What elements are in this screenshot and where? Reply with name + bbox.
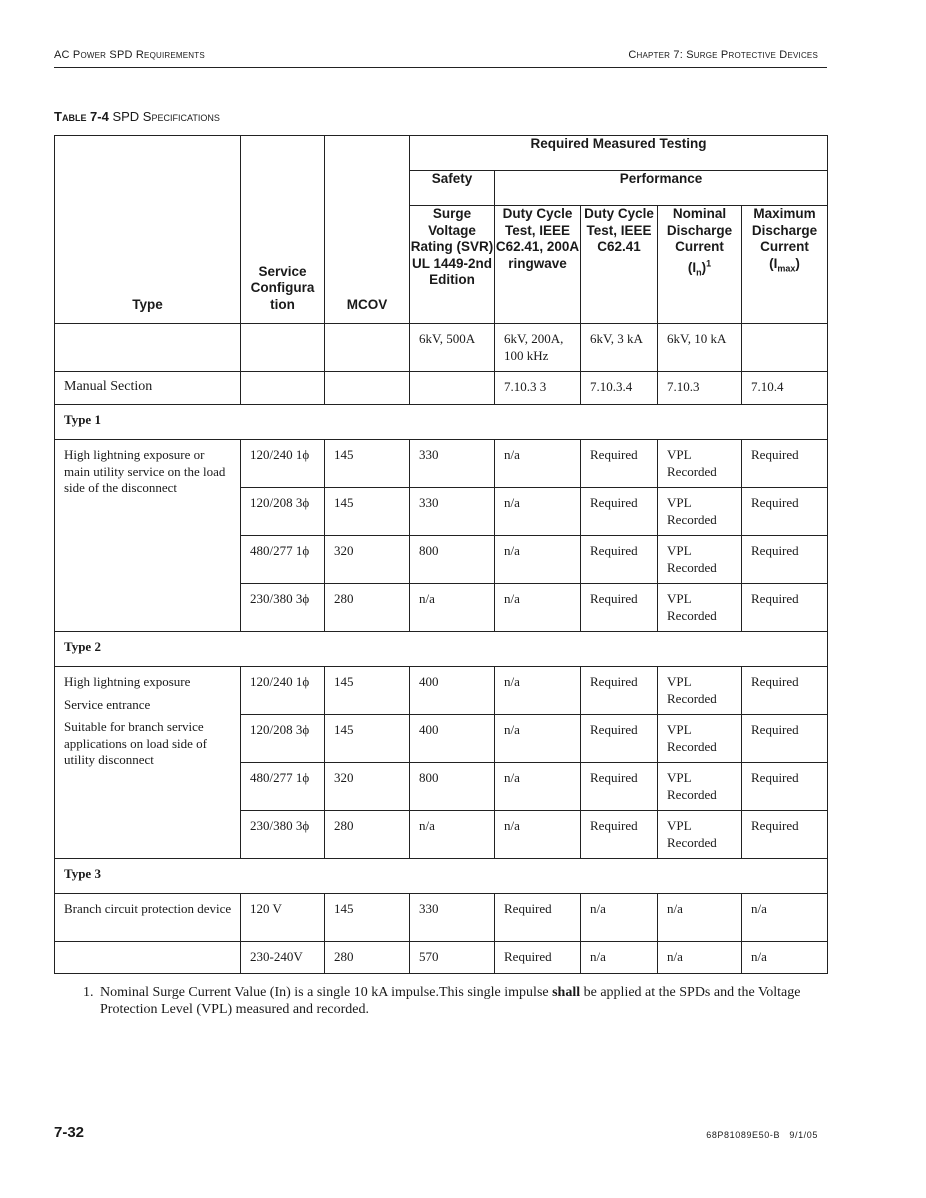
manual-section-label: Manual Section [55, 372, 241, 405]
col-header-type: Type [55, 136, 241, 324]
col-header-duty-cycle-ieee: Duty Cycle Test, IEEE C62.41, 200A ringwave [495, 206, 581, 324]
table-caption-title: SPD Specifications [112, 109, 220, 124]
section-row-type2 [55, 632, 828, 667]
rating-cell [742, 324, 828, 372]
table-row: 120/208 3ϕ 145 400 n/a Required VPL Recorded Required [55, 715, 828, 763]
table-row: 230/380 3ϕ 280 n/a n/a Required VPL Recorded Required [55, 811, 828, 859]
table-row: 230-240V 280 570 Required n/a n/a n/a [55, 942, 828, 974]
footnote-text-after: be applied at the SPDs and the Voltage Protection Level (VPL) measured and recorded. [100, 985, 801, 1017]
type3-description: Branch circuit protection device [55, 894, 241, 942]
table-row: Branch circuit protection device 120 V 145 330 Required n/a n/a n/a [55, 894, 828, 942]
footnote-number: 1. [83, 985, 94, 1000]
table-row: 120/208 3ϕ 145 330 n/a Required VPL Recorded Required [55, 488, 828, 536]
document-id: 68P81089E50-B 9/1/05 [706, 1130, 818, 1140]
col-header-duty-cycle-test: Duty Cycle Test, IEEE C62.41 [581, 206, 658, 324]
table-caption [54, 109, 220, 124]
maximum-discharge-label: Maximum Discharge Current [751, 206, 818, 254]
table-row: 230/380 3ϕ 280 n/a n/a Required VPL Recorded Required [55, 584, 828, 632]
section-title: Type 3 [55, 859, 828, 894]
rating-cell: 6kV, 10 kA [658, 324, 742, 372]
manual-section-row [55, 372, 828, 405]
col-header-required-measured-testing: Required Measured Testing [410, 136, 828, 171]
col-header-svr: Surge Voltage Rating (SVR) UL 1449-2nd Edition [410, 206, 495, 324]
col-header-mcov: MCOV [325, 136, 410, 324]
footnote-text-before: Nominal Surge Current Value (In) is a single 10 kA impulse.This single impulse [100, 985, 549, 1000]
manual-ref-cell: 7.10.3 [658, 372, 742, 405]
header-row-group [55, 136, 828, 171]
manual-ref-cell: 7.10.3.4 [581, 372, 658, 405]
ratings-row [55, 324, 828, 372]
col-header-service-configuration: Service Configura tion [241, 136, 325, 324]
nominal-discharge-label: Nominal Discharge Current [666, 206, 733, 254]
table-row: High lightning exposure or main utility service on the load side of the disconnect 120/240 1ϕ 145 330 n/a Required VPL Recorded Required [55, 440, 828, 488]
page-number: 7-32 [54, 1124, 85, 1141]
running-header-section: AC Power SPD Requirements [54, 49, 205, 61]
nominal-discharge-symbol: $(I_n)^1$ [687, 258, 712, 278]
type1-description: High lightning exposure or main utility service on the load side of the disconnect [55, 440, 241, 632]
table-row: High lightning exposure Service entrance Suitable for branch service applications on load side of utility disconnect 120/240 1ϕ 145 400 n/a Required VPL Recorded Required [55, 667, 828, 715]
rating-cell: 6kV, 500A [410, 324, 495, 372]
section-row-type1 [55, 405, 828, 440]
rating-cell: 6kV, 3 kA [581, 324, 658, 372]
section-title: Type 1 [55, 405, 828, 440]
table-row: 480/277 1ϕ 320 800 n/a Required VPL Recorded Required [55, 763, 828, 811]
table-row: 480/277 1ϕ 320 800 n/a Required VPL Recorded Required [55, 536, 828, 584]
col-header-nominal-discharge [658, 206, 742, 324]
maximum-discharge-symbol: $(I_{max})$ [769, 255, 800, 274]
col-header-maximum-discharge [742, 206, 828, 324]
running-header-chapter: Chapter 7: Surge Protective Devices [628, 49, 818, 61]
manual-ref-cell: 7.10.4 [742, 372, 828, 405]
spd-specifications-table [54, 135, 828, 974]
col-header-safety: Safety [410, 171, 495, 206]
col-header-performance: Performance [495, 171, 828, 206]
table-caption-label: Table 7-4 [54, 109, 109, 124]
type2-description: High lightning exposure Service entrance Suitable for branch service applications on load side of utility disconnect [55, 667, 241, 859]
table-footnote [83, 984, 803, 1018]
manual-ref-cell: 7.10.3 3 [495, 372, 581, 405]
header-rule [54, 67, 827, 68]
footnote-bold-word: shall [552, 985, 581, 1000]
section-title: Type 2 [55, 632, 828, 667]
rating-cell: 6kV, 200A, 100 kHz [495, 324, 581, 372]
section-row-type3 [55, 859, 828, 894]
